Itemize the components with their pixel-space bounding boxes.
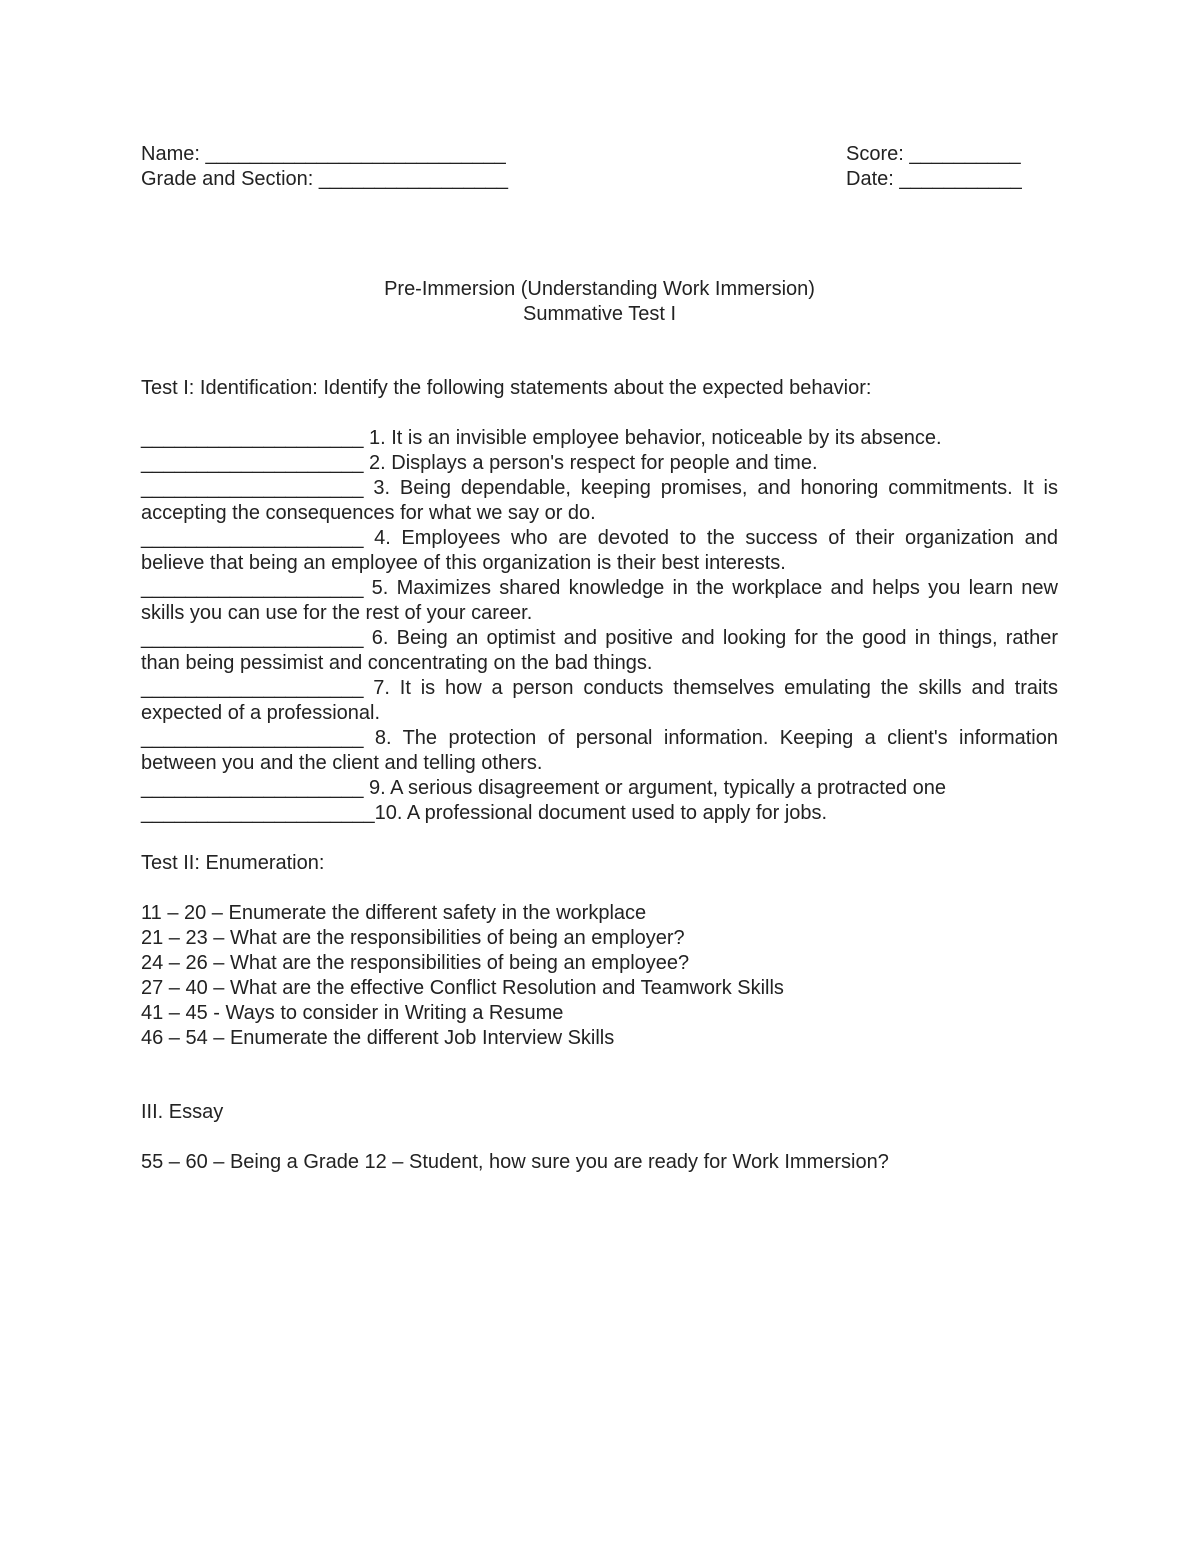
page-subtitle: Summative Test I <box>522 303 677 325</box>
test2-items <box>141 901 1058 1051</box>
name-field[interactable]: Name: ___________________________ <box>141 143 506 165</box>
identification-item: _____________________10. A professional document used to apply for jobs. <box>141 802 828 824</box>
header-row-1 <box>141 142 1058 167</box>
worksheet-page <box>141 142 1058 1175</box>
test1-items <box>141 426 1058 826</box>
date-field[interactable]: Date: ___________ <box>846 168 1022 190</box>
test2-heading: Test II: Enumeration: <box>141 852 325 874</box>
enumeration-item: 41 – 45 - Ways to consider in Writing a Resume <box>141 1002 564 1024</box>
test3-heading: III. Essay <box>141 1101 224 1123</box>
identification-item: ____________________ 6. Being an optimist and positive and looking for the good in things, rather than being pessimist and concentrating on the bad things. <box>141 627 1058 674</box>
identification-item: ____________________ 8. The protection of personal information. Keeping a client's information between you and the client and telling others. <box>141 727 1058 774</box>
title-block <box>141 277 1058 327</box>
identification-item: ____________________ 9. A serious disagreement or argument, typically a protracted one <box>141 777 946 799</box>
identification-item: ____________________ 3. Being dependable, keeping promises, and honoring commitments. It is accepting the consequences for what we say or do. <box>141 477 1058 524</box>
enumeration-item: 24 – 26 – What are the responsibilities of being an employee? <box>141 952 690 974</box>
enumeration-item: 27 – 40 – What are the effective Conflict Resolution and Teamwork Skills <box>141 977 784 999</box>
identification-item: ____________________ 4. Employees who are devoted to the success of their organization and believe that being an employee of this organization is their best interests. <box>141 527 1058 574</box>
identification-item: ____________________ 7. It is how a person conducts themselves emulating the skills and traits expected of a professional. <box>141 677 1058 724</box>
identification-item: ____________________ 2. Displays a person's respect for people and time. <box>141 452 818 474</box>
header-row-2 <box>141 167 1058 192</box>
identification-item: ____________________ 5. Maximizes shared knowledge in the workplace and helps you learn new skills you can use for the rest of your career. <box>141 577 1058 624</box>
score-field[interactable]: Score: __________ <box>846 143 1021 165</box>
grade-section-field[interactable]: Grade and Section: _________________ <box>141 168 508 190</box>
enumeration-item: 11 – 20 – Enumerate the different safety in the workplace <box>141 902 647 924</box>
page-title: Pre-Immersion (Understanding Work Immersion) <box>384 278 815 300</box>
essay-item: 55 – 60 – Being a Grade 12 – Student, how sure you are ready for Work Immersion? <box>141 1151 889 1173</box>
enumeration-item: 46 – 54 – Enumerate the different Job Interview Skills <box>141 1027 615 1049</box>
test1-heading: Test I: Identification: Identify the following statements about the expected behavior: <box>141 377 872 399</box>
enumeration-item: 21 – 23 – What are the responsibilities of being an employer? <box>141 927 685 949</box>
identification-item: ____________________ 1. It is an invisible employee behavior, noticeable by its absence. <box>141 427 942 449</box>
